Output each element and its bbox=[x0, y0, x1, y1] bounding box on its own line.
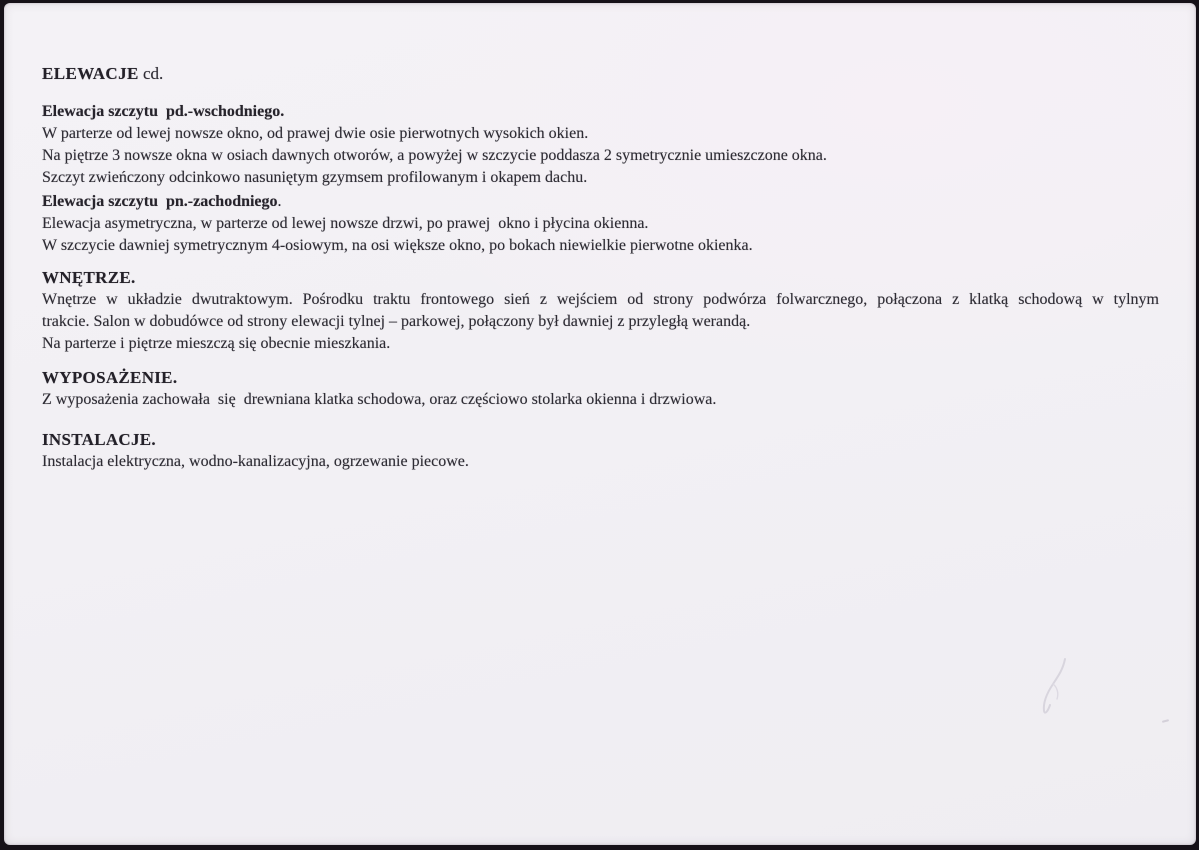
paper-speck bbox=[1162, 719, 1169, 723]
elevation-se-heading: Elewacja szczytu pd.-wschodniego. bbox=[42, 103, 285, 120]
section-installations bbox=[42, 429, 1159, 473]
elevation-nw-line-2: W szczycie dawniej symetrycznym 4-osiowym, na osi większe okno, po bokach niewielkie pierwotne okienka. bbox=[42, 237, 753, 254]
installations-heading: INSTALACJE. bbox=[42, 430, 156, 449]
elevation-nw-heading-period: . bbox=[277, 193, 282, 210]
elevation-nw-line-1: Elewacja asymetryczna, w parterze od lewej nowsze drzwi, po prawej okno i płycina okienna. bbox=[42, 215, 649, 232]
interior-line-2: trakcie. Salon w dobudówce od strony elewacji tylnej – parkowej, połączony był dawniej z przyległą werandą. bbox=[42, 313, 751, 330]
page-title bbox=[42, 63, 1159, 85]
section-equipment bbox=[42, 367, 1159, 411]
pencil-scribble-mark bbox=[1019, 651, 1089, 741]
interior-line-3: Na parterze i piętrze mieszczą się obecnie mieszkania. bbox=[42, 335, 391, 352]
document-content bbox=[42, 3, 1159, 473]
section-elevation-northwest bbox=[42, 191, 1159, 257]
equipment-heading: WYPOSAŻENIE. bbox=[42, 368, 178, 387]
section-interior bbox=[42, 267, 1159, 355]
elevation-se-line-2: Na piętrze 3 nowsze okna w osiach dawnych otworów, a powyżej w szczycie poddasza 2 symetrycznie umieszczone okna. bbox=[42, 147, 827, 164]
page-title-suffix: cd. bbox=[138, 64, 164, 83]
equipment-line: Z wyposażenia zachowała się drewniana klatka schodowa, oraz częściowo stolarka okienna i drzwiowa. bbox=[42, 391, 717, 408]
page-title-bold: ELEWACJE bbox=[42, 64, 139, 83]
installations-line: Instalacja elektryczna, wodno-kanalizacyjna, ogrzewanie piecowe. bbox=[42, 453, 469, 470]
elevation-nw-heading bbox=[42, 191, 1159, 213]
scanned-document-page bbox=[4, 3, 1196, 845]
elevation-nw-heading-bold: Elewacja szczytu pn.-zachodniego bbox=[42, 193, 278, 210]
section-elevation-southeast bbox=[42, 101, 1159, 189]
interior-line-1: Wnętrze w układzie dwutraktowym. Pośrodku traktu frontowego sień z wejściem od strony podwórza folwarcznego, połączona z klatką schodową w tylnym bbox=[42, 291, 1159, 308]
interior-heading: WNĘTRZE. bbox=[42, 268, 136, 287]
elevation-se-line-3: Szczyt zwieńczony odcinkowo nasuniętym gzymsem profilowanym i okapem dachu. bbox=[42, 169, 588, 186]
elevation-se-line-1: W parterze od lewej nowsze okno, od prawej dwie osie pierwotnych wysokich okien. bbox=[42, 125, 589, 142]
